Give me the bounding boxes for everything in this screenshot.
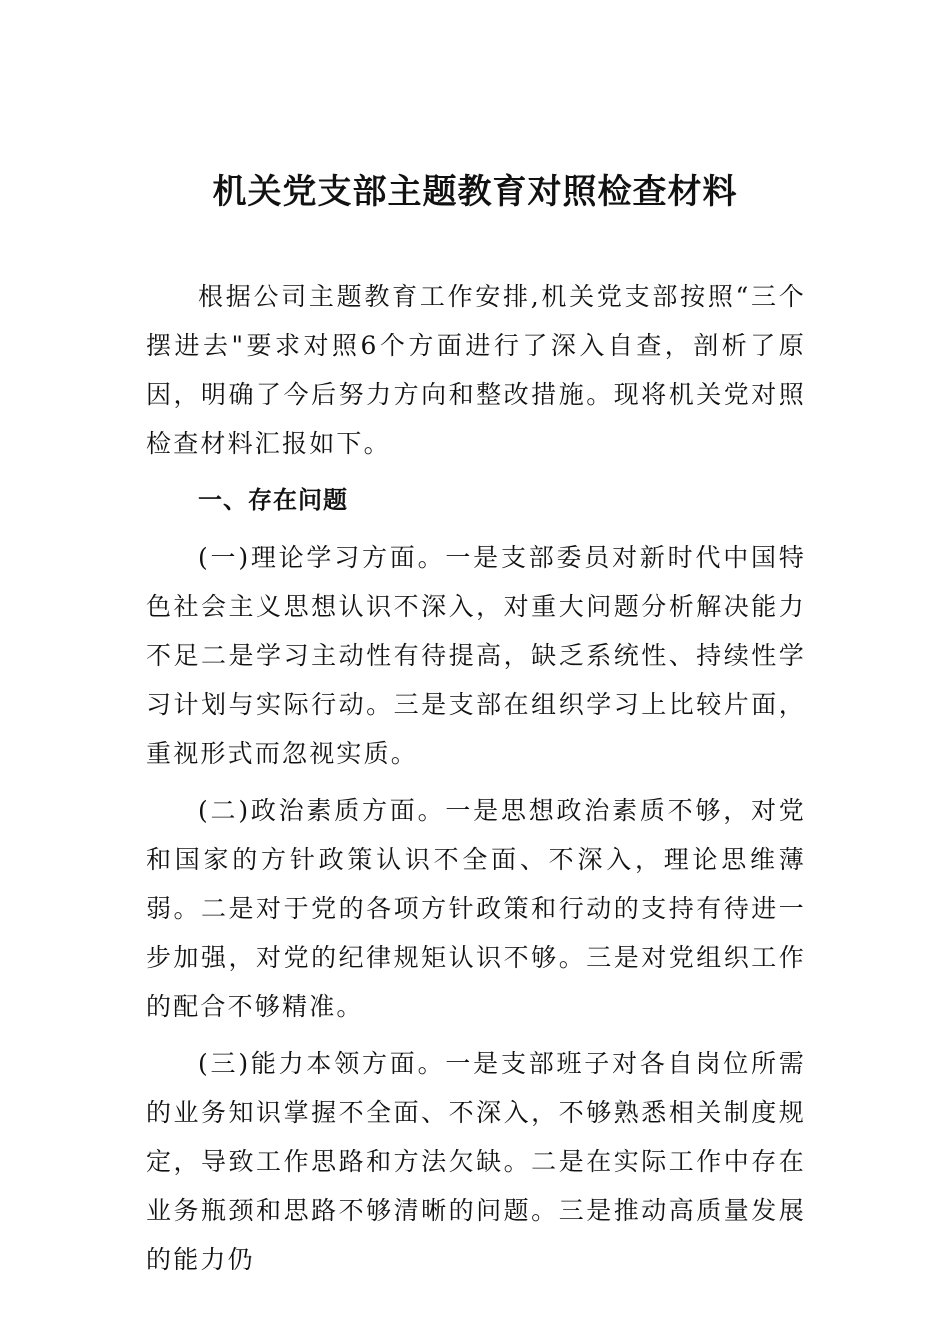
- paragraph-political-quality: (二)政治素质方面。一是思想政治素质不够，对党和国家的方针政策认识不全面、不深入，理论思维薄弱。二是对于党的各项方针政策和行动的支持有待进一步加强，对党的纪律规矩认识不够。三是对党组织工作的配合不够精准。: [146, 796, 806, 1021]
- document-body: [146, 272, 806, 1292]
- document-title: 机关党支部主题教育对照检查材料: [212, 172, 738, 212]
- section-heading: 一、存在问题: [198, 486, 348, 514]
- paragraph-ability: (三)能力本领方面。一是支部班子对各自岗位所需的业务知识掌握不全面、不深入，不够熟悉相关制度规定，导致工作思路和方法欠缺。二是在实际工作中存在业务瓶颈和思路不够清晰的问题。三是推动高质量发展的能力仍: [146, 1049, 806, 1274]
- paragraph-theory-study: (一)理论学习方面。一是支部委员对新时代中国特色社会主义思想认识不深入，对重大问题分析解决能力不足二是学习主动性有待提高，缺乏系统性、持续性学习计划与实际行动。三是支部在组织学习上比较片面，重视形式而忽视实质。: [146, 543, 806, 768]
- intro-paragraph: 根据公司主题教育工作安排,机关党支部按照“三个摆进去"要求对照6个方面进行了深入自查，剖析了原因，明确了今后努力方向和整改措施。现将机关党对照检查材料汇报如下。: [146, 282, 806, 458]
